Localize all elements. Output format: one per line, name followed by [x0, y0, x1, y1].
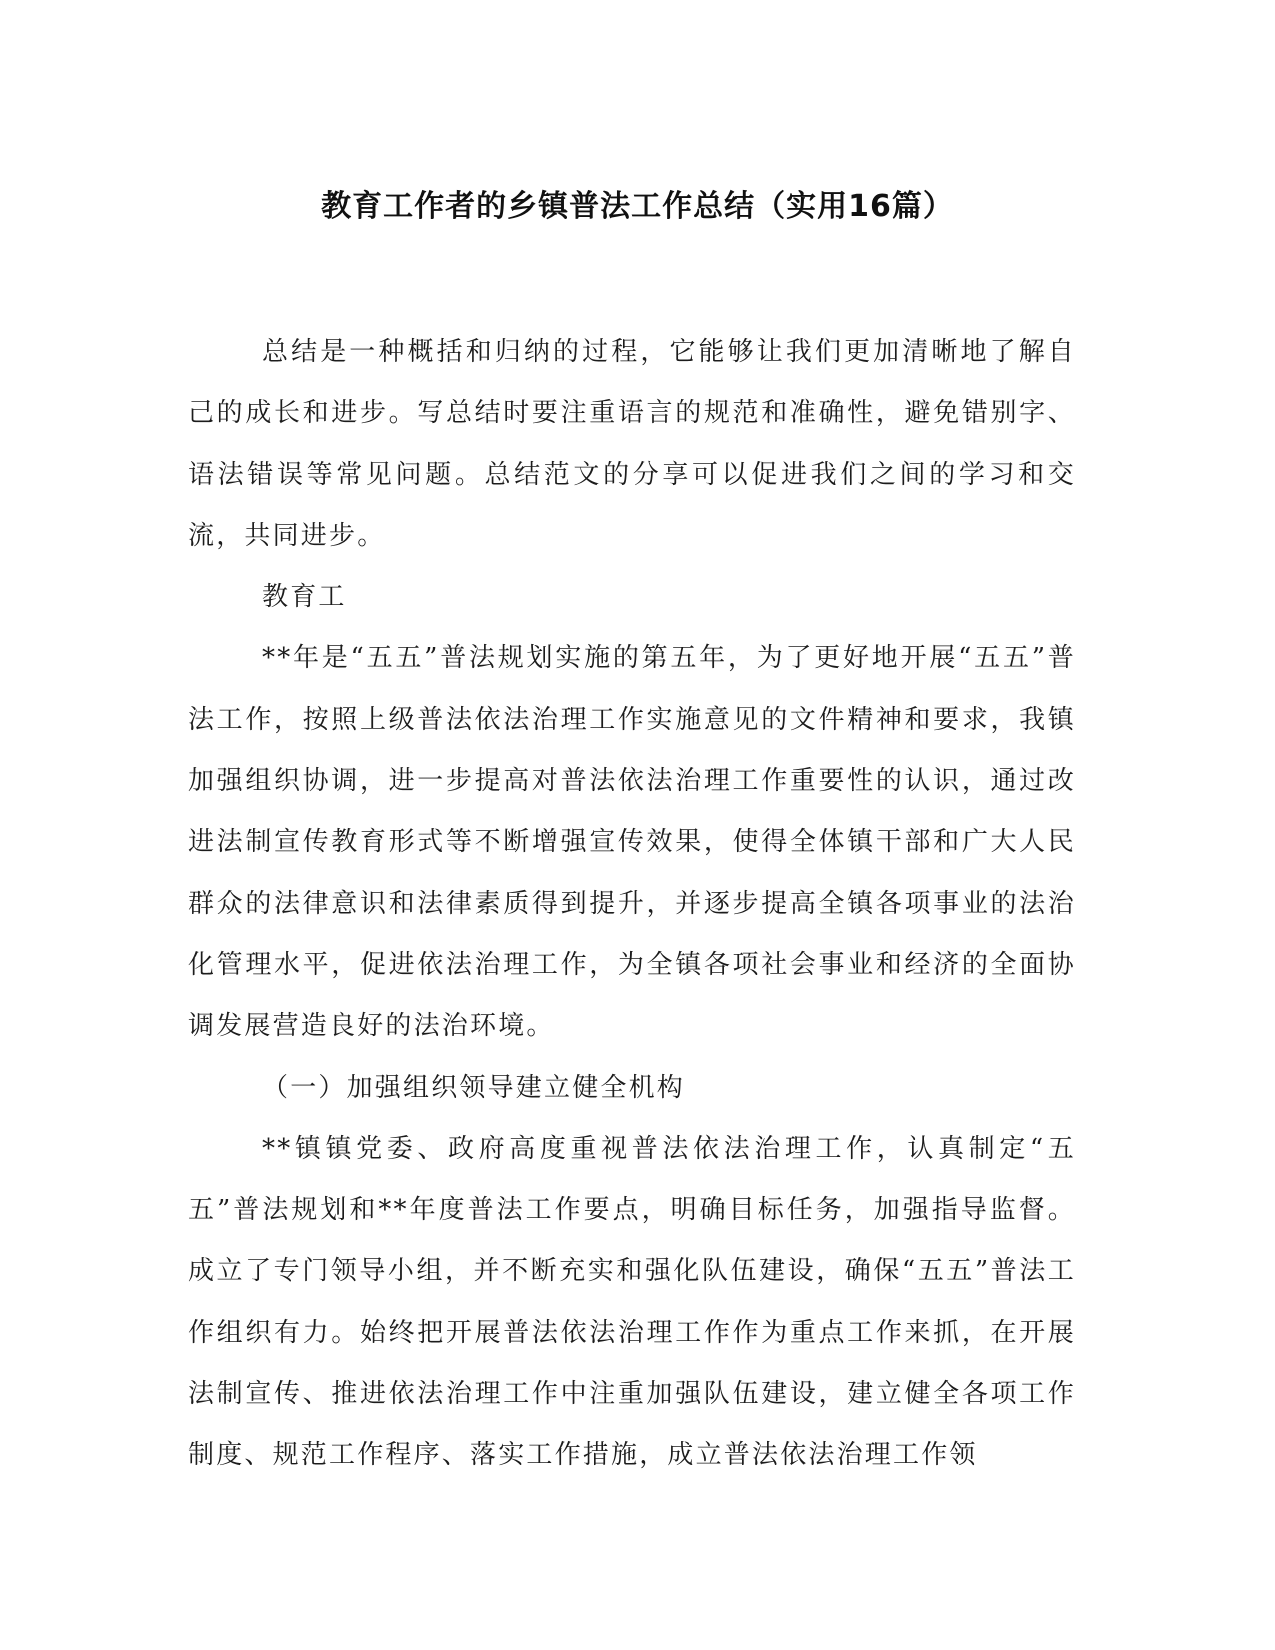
paragraph-subtitle: 教育工 [262, 582, 347, 613]
document-title: 教育工作者的乡镇普法工作总结（实用16篇） [321, 189, 954, 224]
paragraph-overview: **年是“五五”普法规划实施的第五年，为了更好地开展“五五”普法工作，按照上级普法依法治理工作实施意见的文件精神和要求，我镇加强组织协调，进一步提高对普法依法治理工作重要性的认识，通过改进法制宣传教育形式等不断增强宣传效果，使得全体镇干部和广大人民群众的法律意识和法律素质得到提升，并逐步提高全镇各项事业的法治化管理水平，促进依法治理工作，为全镇各项社会事业和经济的全面协调发展营造良好的法治环境。 [188, 643, 1076, 1042]
paragraph-intro: 总结是一种概括和归纳的过程，它能够让我们更加清晰地了解自己的成长和进步。写总结时要注重语言的规范和准确性，避免错别字、语法错误等常见问题。总结范文的分享可以促进我们之间的学习和交流，共同进步。 [188, 337, 1076, 551]
paragraph-organization: **镇镇党委、政府高度重视普法依法治理工作，认真制定“五五”普法规划和**年度普法工作要点，明确目标任务，加强指导监督。成立了专门领导小组，并不断充实和强化队伍建设，确保“五五”普法工作组织有力。始终把开展普法依法治理工作作为重点工作来抓，在开展法制宣传、推进依法治理工作中注重加强队伍建设，建立健全各项工作制度、规范工作程序、落实工作措施，成立普法依法治理工作领 [188, 1133, 1076, 1471]
section-heading: （一）加强组织领导建立健全机构 [262, 1072, 686, 1103]
document-body [188, 322, 1076, 1487]
